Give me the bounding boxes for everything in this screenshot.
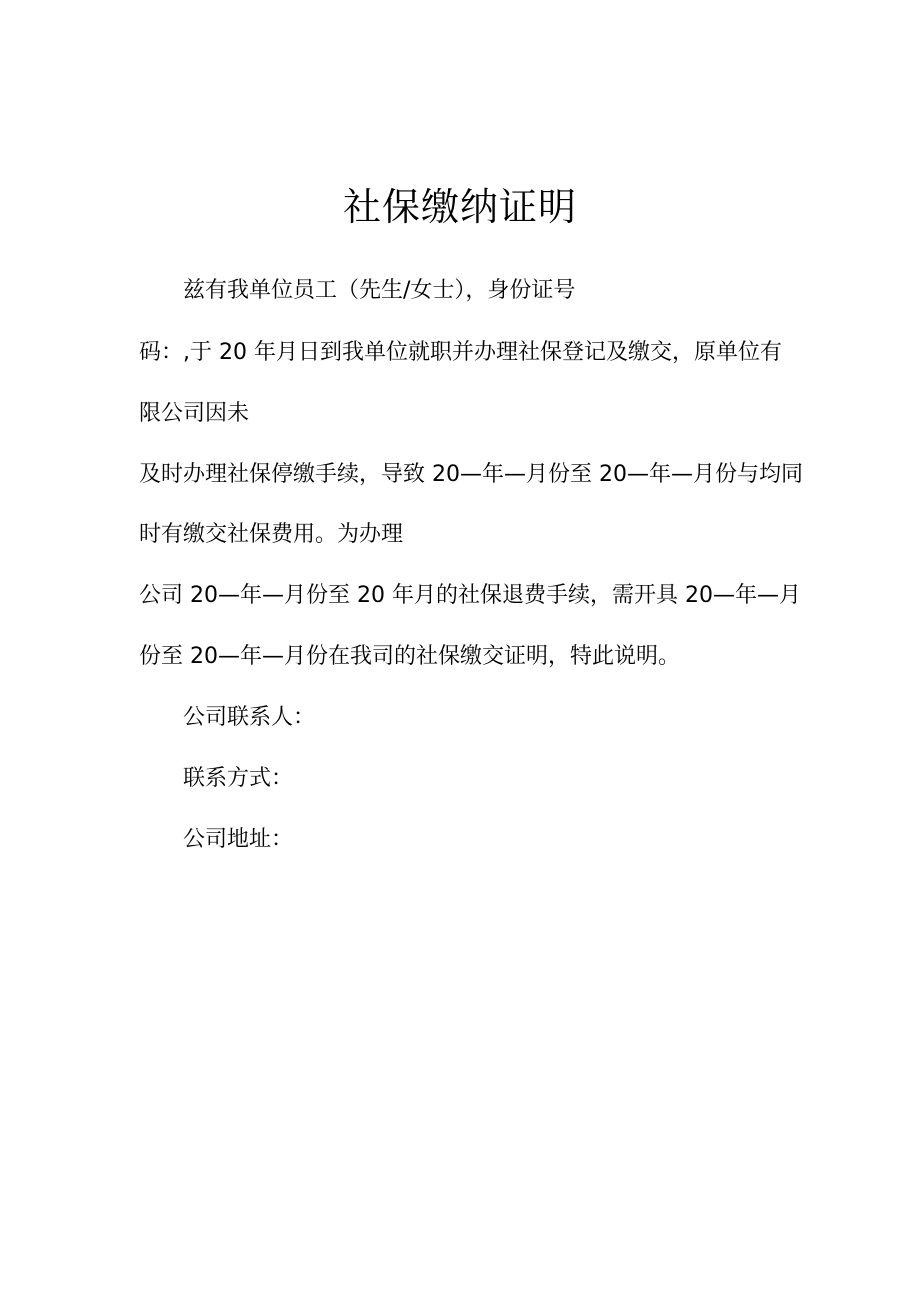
body-line-3: 限公司因未 [139,401,250,426]
company-address-label: 公司地址： [183,827,294,852]
document-title: 社保缴纳证明 [342,185,577,229]
body-line-5: 时有缴交社保费用。为办理 [139,522,404,547]
body-line-7: 份至 20—年—月份在我司的社保缴交证明，特此说明。 [139,644,680,669]
body-line-6: 公司 20—年—月份至 20 年月的社保退费手续，需开具 20—年—月 [139,583,801,608]
body-line-2: 码：,于 20 年月日到我单位就职并办理社保登记及缴交，原单位有 [139,340,782,365]
body-line-4: 及时办理社保停缴手续，导致 20—年—月份至 20—年—月份与均同 [139,462,803,487]
body-line-1: 兹有我单位员工（先生/女士），身份证号 [183,278,576,303]
contact-person-label: 公司联系人： [183,705,316,730]
contact-method-label: 联系方式： [183,766,294,791]
